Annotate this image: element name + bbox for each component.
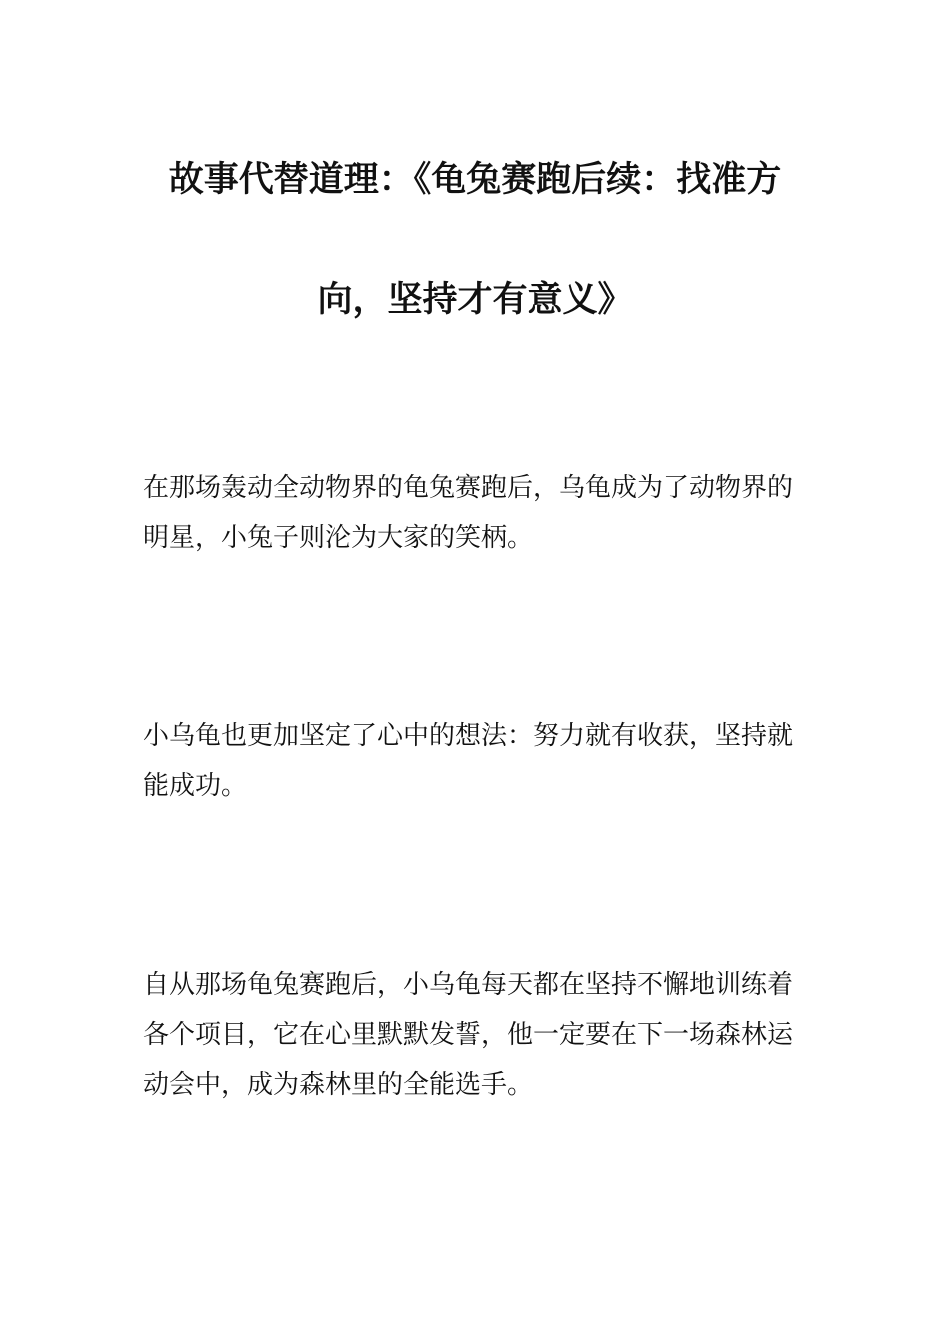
page-title	[140, 150, 810, 330]
paragraph-line: 明星，小兔子则沦为大家的笑柄。	[143, 523, 534, 553]
paragraph-line: 小乌龟也更加坚定了心中的想法：努力就有收获，坚持就	[143, 721, 794, 751]
paragraph-1	[143, 463, 808, 563]
paragraph-line: 各个项目，它在心里默默发誓，他一定要在下一场森林运	[143, 1020, 794, 1050]
title-line-1: 故事代替道理：《龟兔赛跑后续：找准方	[168, 160, 782, 200]
paragraph-line: 能成功。	[143, 771, 248, 801]
paragraph-3	[143, 960, 808, 1110]
title-line-2: 向，坚持才有意义》	[317, 280, 633, 320]
paragraph-2	[143, 711, 808, 811]
paragraph-line: 自从那场龟兔赛跑后，小乌龟每天都在坚持不懈地训练着	[143, 970, 794, 1000]
paragraph-line: 在那场轰动全动物界的龟兔赛跑后，乌龟成为了动物界的	[143, 473, 794, 503]
paragraph-line: 动会中，成为森林里的全能选手。	[143, 1070, 534, 1100]
